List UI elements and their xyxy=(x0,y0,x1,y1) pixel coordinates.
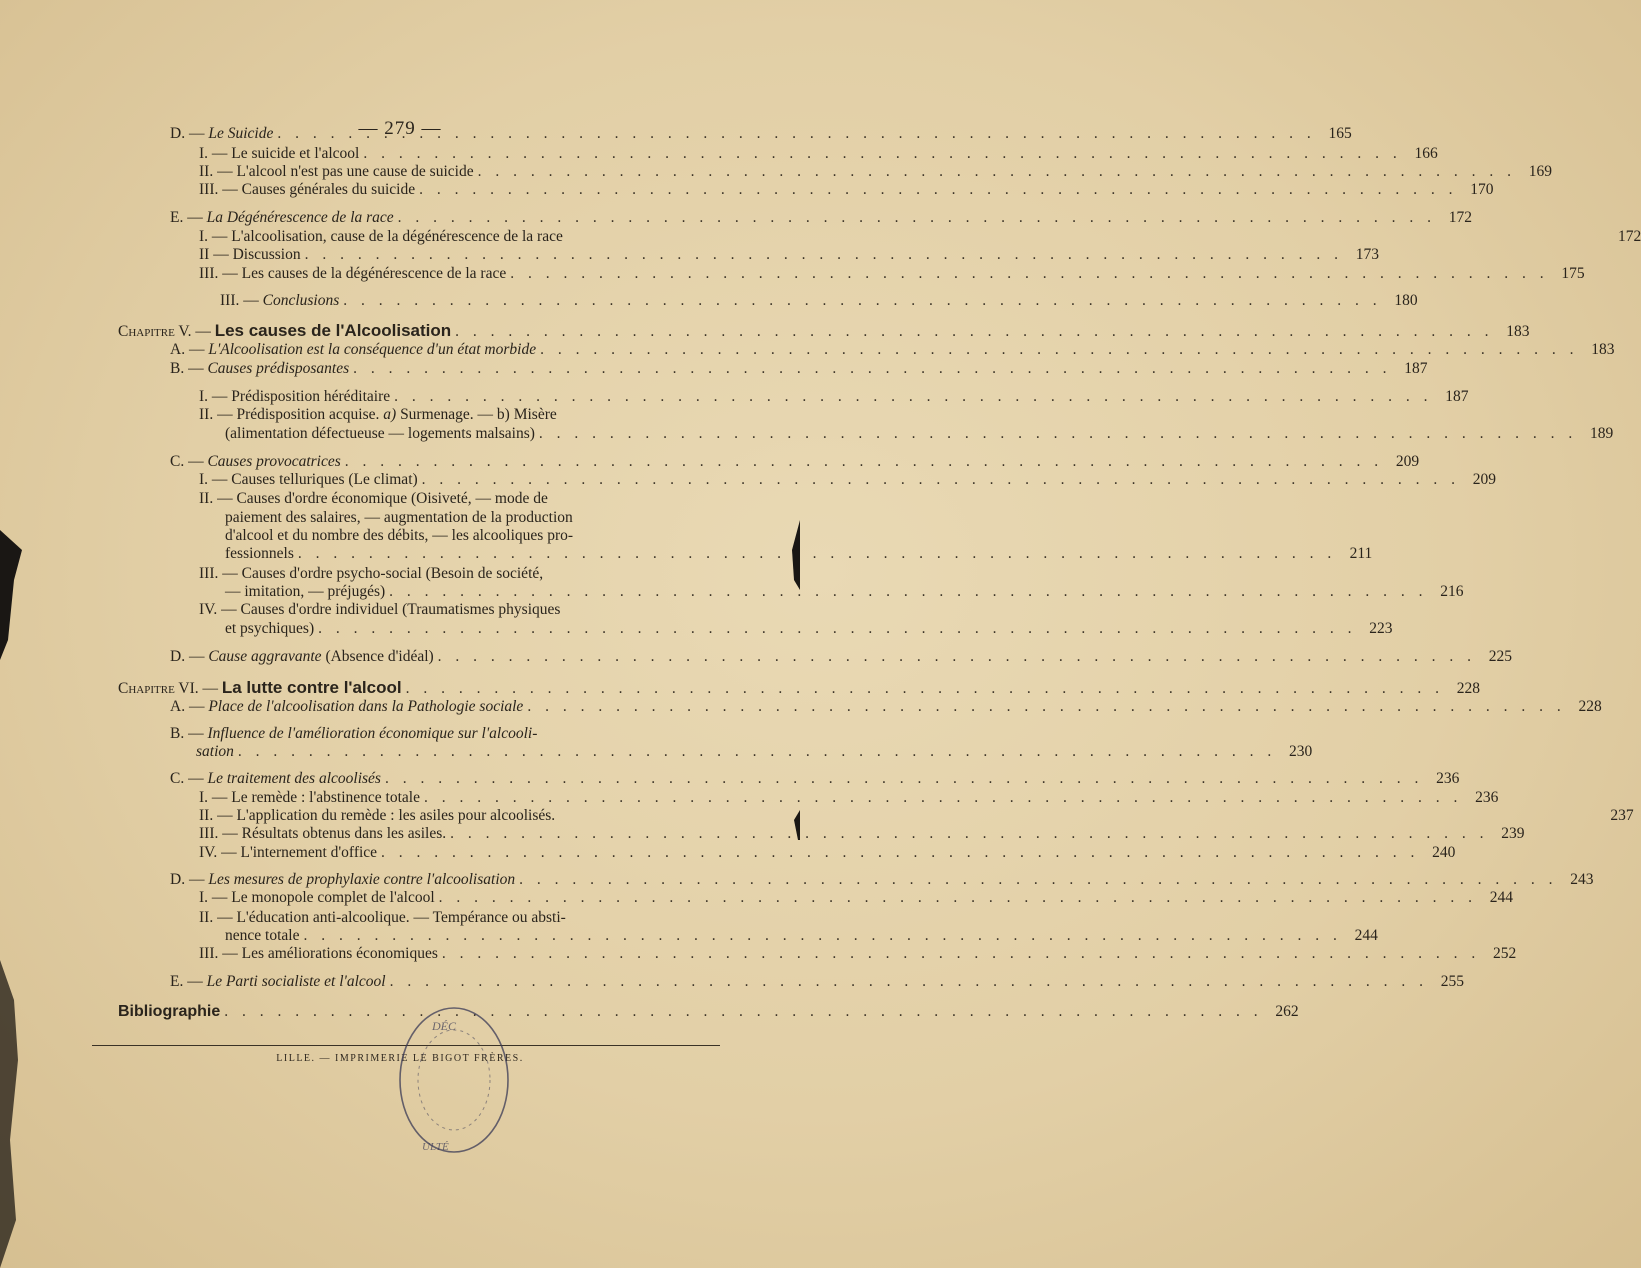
leader-dots xyxy=(381,841,1419,865)
printer-imprint: LILLE. — IMPRIMERIE LE BIGOT FRÈRES. xyxy=(276,1053,524,1064)
leader-dots xyxy=(224,1000,1262,1024)
toc-entry-text: II. — Prédisposition acquise. a) Surmenage. — b) Misère xyxy=(199,406,557,423)
toc-entry-text: D. — Le Suicide xyxy=(170,125,274,142)
library-stamp-icon xyxy=(392,1000,520,1160)
toc-entry xyxy=(170,645,1513,669)
toc-page-number: 252 xyxy=(1493,945,1517,962)
toc-entry-text: III. — Causes d'ordre psycho-social (Besoin de société, xyxy=(199,565,544,582)
toc-entry-text: A. — Place de l'alcoolisation dans la Pathologie sociale xyxy=(170,698,524,715)
toc-entry-text: I. — Le suicide et l'alcool xyxy=(199,145,360,162)
toc-entry-text: Chapitre VI. — La lutte contre l'alcool xyxy=(118,678,402,697)
toc-page-number: 172 xyxy=(1617,228,1641,245)
toc-entry-text: III. — Causes générales du suicide xyxy=(199,181,416,198)
toc-entry-text: paiement des salaires, — augmentation de la production xyxy=(225,509,573,526)
toc-entry-text: I. — Le monopole complet de l'alcool xyxy=(199,889,435,906)
toc-entry-text: nence totale xyxy=(225,927,300,944)
toc-page-number: 183 xyxy=(1506,323,1530,340)
toc-page-number: 165 xyxy=(1328,125,1352,142)
leader-dots xyxy=(539,422,1577,446)
toc-entry-text: fessionnels xyxy=(225,545,294,562)
toc-page-number: 183 xyxy=(1591,341,1615,358)
toc-page-number: 243 xyxy=(1570,871,1594,888)
toc-page-number: 209 xyxy=(1472,471,1497,488)
toc-page-number: 166 xyxy=(1414,145,1438,162)
toc-entry xyxy=(199,841,1456,865)
svg-text:DÉC: DÉC xyxy=(432,1019,456,1033)
svg-text:ULTÉ: ULTÉ xyxy=(422,1141,449,1153)
toc-page-number: 189 xyxy=(1590,425,1614,442)
toc-entry-text: A. — L'Alcoolisation est la conséquence d'un état morbide xyxy=(170,341,537,358)
toc-entry xyxy=(220,289,1418,313)
toc-entry xyxy=(225,617,1393,641)
leader-dots xyxy=(238,740,1276,764)
leader-dots xyxy=(390,970,1428,994)
page-number: — 279 — xyxy=(358,118,442,139)
toc-page-number: 236 xyxy=(1475,789,1499,806)
toc-page-number: 223 xyxy=(1369,620,1393,637)
toc-page-number: 230 xyxy=(1289,743,1313,760)
toc-entry-text: II. — L'éducation anti-alcoolique. — Tempérance ou absti- xyxy=(199,909,566,926)
toc-entry-text: IV. — Causes d'ordre individuel (Traumatismes physiques xyxy=(199,601,561,618)
toc-entry-text: E. — La Dégénérescence de la race xyxy=(170,209,394,226)
toc-entry-text: II. — L'alcool n'est pas une cause de suicide xyxy=(199,163,474,180)
toc-entry-text: D. — Cause aggravante (Absence d'idéal) xyxy=(170,648,434,665)
toc-page-number: 180 xyxy=(1394,292,1418,309)
toc-page-number: 187 xyxy=(1445,388,1469,405)
toc-entry-text: C. — Causes provocatrices xyxy=(170,453,341,470)
toc-entry-text: II — Discussion xyxy=(199,246,301,263)
toc-entry xyxy=(199,178,1494,202)
leader-dots xyxy=(419,178,1457,202)
toc-entry-text: I. — Le remède : l'abstinence totale xyxy=(199,789,420,806)
toc-page-number: 170 xyxy=(1470,181,1494,198)
toc-entry-text: — imitation, — préjugés) xyxy=(225,583,386,600)
toc-page-number: 239 xyxy=(1501,825,1525,842)
leader-dots xyxy=(438,645,1476,669)
toc-entry xyxy=(199,262,1585,286)
toc-entry xyxy=(170,970,1464,994)
toc-entry-text: et psychiques) xyxy=(225,620,315,637)
toc-page-number: 187 xyxy=(1404,360,1428,377)
toc-entry-text: III. — Conclusions xyxy=(220,292,340,309)
toc-entry-text: I. — Prédisposition héréditaire xyxy=(199,388,391,405)
toc-page-number: 240 xyxy=(1432,844,1456,861)
toc-entry-text: IV. — L'internement d'office xyxy=(199,844,378,861)
toc-page-number: 169 xyxy=(1528,163,1552,180)
toc-page-number: 237 xyxy=(1610,807,1634,824)
leader-dots xyxy=(442,942,1480,966)
page-edge-right xyxy=(788,520,800,840)
toc-entry-text: sation xyxy=(196,743,234,760)
toc-entry xyxy=(170,695,1602,719)
toc-entry-text: III. — Les améliorations économiques xyxy=(199,945,438,962)
toc-entry-text: Bibliographie xyxy=(118,1003,221,1020)
toc-entry-text: Chapitre V. — Les causes de l'Alcoolisation xyxy=(118,321,452,340)
toc-bibliography xyxy=(118,1000,1299,1024)
toc-entry-text: III. — Les causes de la dégénérescence de la race xyxy=(199,265,507,282)
toc-entry xyxy=(170,357,1428,381)
toc-entry-text: C. — Le traitement des alcoolisés xyxy=(170,770,381,787)
toc-page-number: 244 xyxy=(1354,927,1378,944)
toc-page-number: 236 xyxy=(1436,770,1460,787)
toc-entry-text: (alimentation défectueuse — logements malsains) xyxy=(225,425,535,442)
toc-page-number: 244 xyxy=(1489,889,1514,906)
toc-page-number: 175 xyxy=(1561,265,1585,282)
toc-page-number: 216 xyxy=(1440,583,1464,600)
toc-page-number: 228 xyxy=(1456,680,1480,697)
leader-dots xyxy=(318,617,1356,641)
toc-page-number: 209 xyxy=(1395,453,1420,470)
toc-page-number: 172 xyxy=(1448,209,1473,226)
toc-entry-text: I. — Causes telluriques (Le climat) xyxy=(199,471,418,488)
toc-entry xyxy=(199,942,1517,966)
toc-page-number: 225 xyxy=(1488,648,1513,665)
toc-entry-text: D. — Les mesures de prophylaxie contre l'alcoolisation xyxy=(170,871,516,888)
toc-page-number: 173 xyxy=(1355,246,1379,263)
leader-dots xyxy=(353,357,1391,381)
toc-page-number: 211 xyxy=(1349,545,1373,562)
toc-page-number: 262 xyxy=(1275,1003,1299,1020)
toc-entry-text: II. — Causes d'ordre économique (Oisiveté, — mode de xyxy=(199,490,548,507)
toc-page-number: 228 xyxy=(1578,698,1602,715)
toc-entry-text: III. — Résultats obtenus dans les asiles. xyxy=(199,825,447,842)
toc-entry-text: d'alcool et du nombre des débits, — les alcooliques pro- xyxy=(225,527,574,544)
toc-page-number: 255 xyxy=(1440,973,1464,990)
toc-entry-text: II. — L'application du remède : les asiles pour alcoolisés. xyxy=(199,807,556,824)
toc-entry-text: B. — Causes prédisposantes xyxy=(170,360,350,377)
toc-entry-text: I. — L'alcoolisation, cause de la dégénérescence de la race xyxy=(199,228,563,245)
toc-entry-text: E. — Le Parti socialiste et l'alcool xyxy=(170,973,386,990)
leader-dots xyxy=(510,262,1548,286)
leader-dots xyxy=(527,695,1565,719)
toc-entry xyxy=(225,422,1614,446)
toc-entry xyxy=(196,740,1313,764)
leader-dots xyxy=(343,289,1381,313)
toc-entry-text: B. — Influence de l'amélioration économique sur l'alcooli- xyxy=(170,725,538,742)
page-edge-left xyxy=(0,520,30,1268)
